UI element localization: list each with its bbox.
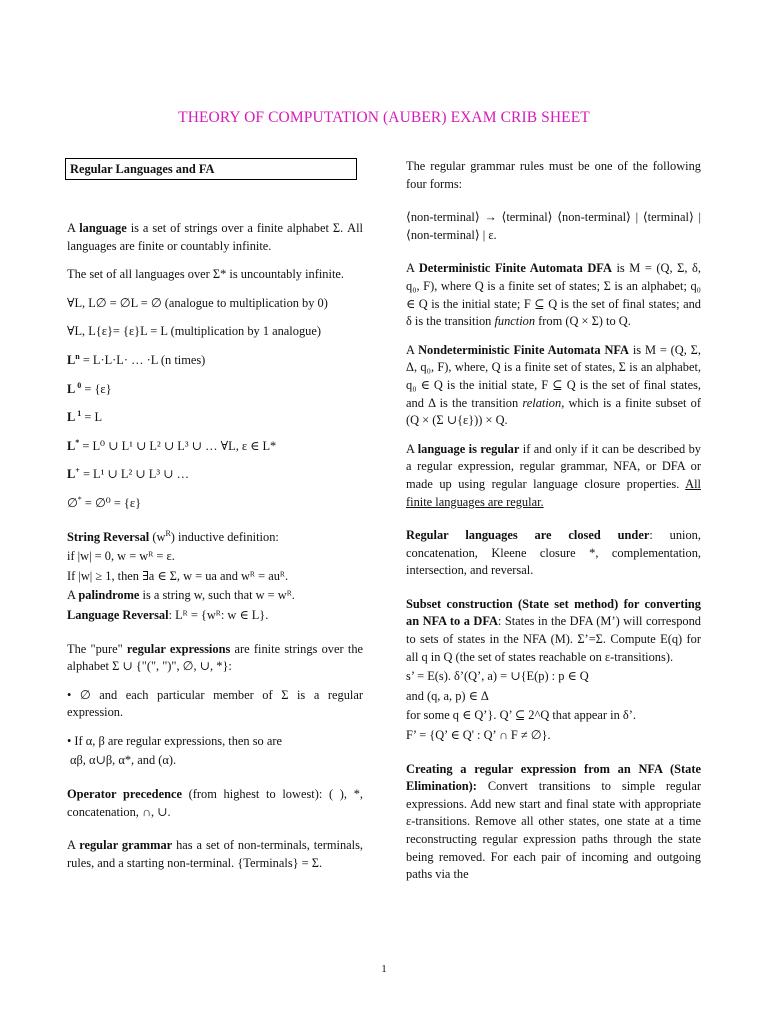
right-column: [406, 158, 701, 895]
section-heading-regular-languages: Regular Languages and FA: [65, 158, 357, 180]
regular-language-definition: A language is regular if and only if it can be described by a regular expression, regular grammar, NFA, or DFA or made up using regular language closure properties. All finite languages are regular.: [406, 441, 701, 509]
nfa-definition: A Nondeterministic Finite Automata NFA is M = (Q, Σ, Δ, q₀, F), where, Q is a finite set of states, Σ is an alphabet, q₀ ∈ Q is the initial state, F ⊆ Q is the set of final states, and Δ is the transition relation, which is a finite subset of (Q × (Σ ∪{ε})) × Q.: [406, 342, 701, 428]
uncountable-note: The set of all languages over Σ* is uncountably infinite.: [67, 267, 344, 282]
language-definition: A language is a set of strings over a finite alphabet Σ. All languages are finite or countably infinite.: [67, 221, 363, 253]
dfa-definition: A Deterministic Finite Automata DFA is M = (Q, Σ, δ, q₀, F), where Q is a finite set of states; Σ is an alphabet; q₀ ∈ Q is the initial state; F ⊆ Q is the set of final states; and δ is the transition function from (Q × Σ) to Q.: [406, 261, 701, 329]
string-reversal-heading: String Reversal $(w^R)$ inductive definition:: [67, 528, 279, 544]
l-kleene-star: L* = L⁰ ∪ L¹ ∪ L² ∪ L³ ∪ … ∀L, ε ∈ L*: [67, 437, 277, 453]
empty-star: ∅* = ∅⁰ = {ε}: [67, 494, 142, 510]
l-power-n: $L^n = L\cdot L\cdot L\cdot$ … ·L (n times): [67, 351, 206, 367]
grammar-rules-intro: The regular grammar rules must be one of the following four forms:: [406, 159, 701, 191]
left-column: [67, 158, 363, 883]
subset-line-2: and (q, a, p) ∈ Δ: [406, 688, 489, 703]
subset-construction: Subset construction (State set method) for converting an NFA to a DFA: States in the DFA (M’) will correspond to sets of states in the NFA (M). Σ’=Σ. Compute E(q) for all q in Q (the set of states reachable on ε-transitions).: [406, 596, 701, 664]
l-plus: L+ = L¹ ∪ L² ∪ L³ ∪ …: [67, 466, 189, 482]
closure-properties: Regular languages are closed under: union, concatenation, Kleene closure *, complementation, intersection, and reversal.: [406, 528, 701, 578]
regular-grammar-definition: A regular grammar has a set of non-terminals, terminals, rules, and a starting non-terminal. {Terminals} = Σ.: [67, 838, 363, 870]
page-title: THEORY OF COMPUTATION (AUBER) EXAM CRIB SHEET: [178, 109, 590, 126]
pure-regex-definition: The "pure" regular expressions are finite strings over the alphabet Σ ∪ {"(", ")", ∅, ∪, *}:: [67, 641, 364, 674]
string-reversal-step: If |w| ≥ 1, then ∃a ∈ Σ, w = ua and wᴿ = auᴿ.: [67, 568, 289, 583]
l-power-0: L $^0$ = {ε}: [67, 380, 112, 396]
regex-bullet-2: • If α, β are regular expressions, then so are: [67, 733, 282, 748]
language-reversal: Language Reversal: Lᴿ = {wᴿ: w ∈ L}.: [67, 607, 269, 622]
subset-line-3: for some q ∈ Q’}. Q’ ⊆ 2^Q that appear in δ’.: [406, 708, 636, 723]
palindrome-definition: A palindrome is a string w, such that w = wᴿ.: [67, 588, 295, 603]
term-language: language: [79, 221, 127, 235]
grammar-rules-forms: ⟨non-terminal⟩ → ⟨terminal⟩ ⟨non-terminal⟩ | ⟨terminal⟩ | ⟨non-terminal⟩ | ε.: [406, 210, 701, 242]
regex-bullet-2-forms: αβ, α∪β, α*, and (α).: [70, 753, 177, 768]
state-elimination: Creating a regular expression from an NFA (State Elimination): Convert transitions to simple regular expressions. Add new start and final state with appropriate ε-transitions. Remove all other states, one state at a time reconstructing regular expression paths through the state being removed. For each pair of incoming and outgoing paths via the: [406, 761, 701, 882]
page-number: 1: [381, 963, 387, 975]
subset-line-4: F’ = {Q’ ∈ Q' : Q’ ∩ F ≠ ∅}.: [406, 728, 551, 743]
regex-bullet-1: • ∅ and each particular member of Σ is a regular expression.: [67, 687, 363, 720]
subset-line-1: s’ = E(s). δ’(Q’, a) = ∪{E(p) : p ∈ Q: [406, 669, 589, 684]
string-reversal-base: if |w| = 0, w = wᴿ = ε.: [67, 549, 175, 564]
empty-multiplication: ∀L, L∅ = ∅L = ∅ (analogue to multiplication by 0): [67, 295, 328, 310]
l-power-1: L $^1$ = L: [67, 409, 103, 425]
epsilon-multiplication: ∀L, L{ε}= {ε}L = L (multiplication by 1 analogue): [67, 324, 321, 339]
operator-precedence: Operator precedence (from highest to lowest): ( ), *, concatenation, ∩, ∪.: [67, 787, 363, 819]
